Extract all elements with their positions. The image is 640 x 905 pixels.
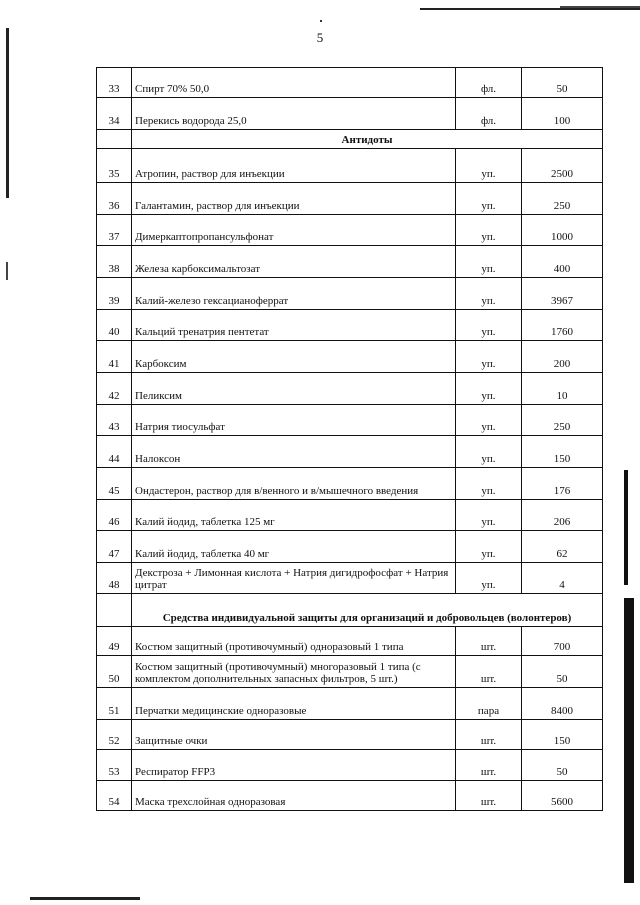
table-row [97,500,603,531]
item-name: Калий йодид, таблетка 40 мг [132,531,456,563]
item-name: Железа карбоксимальтозат [132,246,456,278]
quantity: 250 [522,405,603,436]
unit-of-measure: уп. [456,531,522,563]
quantity: 176 [522,468,603,500]
quantity: 8400 [522,688,603,720]
row-number: 51 [97,688,132,720]
row-number: 39 [97,278,132,310]
table-row [97,98,603,130]
row-number: 47 [97,531,132,563]
row-number: 49 [97,627,132,656]
row-number: 36 [97,183,132,215]
table-row [97,750,603,781]
unit-of-measure: шт. [456,750,522,781]
scan-artifact [624,598,634,883]
quantity: 10 [522,373,603,405]
item-name: Перекись водорода 25,0 [132,98,456,130]
quantity: 150 [522,436,603,468]
quantity: 62 [522,531,603,563]
table-row [97,149,603,183]
item-name: Спирт 70% 50,0 [132,68,456,98]
unit-of-measure: фл. [456,68,522,98]
item-name: Костюм защитный (противочумный) одноразовый 1 типа [132,627,456,656]
quantity: 2500 [522,149,603,183]
table-row [97,246,603,278]
section-row [97,130,603,149]
scan-artifact [624,470,628,585]
quantity: 50 [522,68,603,98]
scan-artifact [6,28,9,198]
section-title: Антидоты [132,130,603,149]
row-number: 43 [97,405,132,436]
item-name: Калий-железо гексацианоферрат [132,278,456,310]
quantity: 206 [522,500,603,531]
item-name: Декстроза + Лимонная кислота + Натрия дигидрофосфат + Натрия цитрат [132,563,456,594]
row-number: 54 [97,781,132,811]
table-row [97,627,603,656]
table-row [97,310,603,341]
item-name: Пеликсим [132,373,456,405]
quantity: 50 [522,750,603,781]
table-row [97,531,603,563]
page-number: 5 [316,30,324,45]
quantity: 150 [522,720,603,750]
unit-of-measure: уп. [456,310,522,341]
table-row [97,436,603,468]
unit-of-measure: шт. [456,627,522,656]
unit-of-measure: уп. [456,563,522,594]
unit-of-measure: уп. [456,278,522,310]
unit-of-measure: уп. [456,436,522,468]
section-title: Средства индивидуальной защиты для организаций и добровольцев (волонтеров) [132,594,603,627]
item-name: Маска трехслойная одноразовая [132,781,456,811]
table-row [97,215,603,246]
supplies-table-body [97,68,603,811]
row-number: 33 [97,68,132,98]
item-name: Кальций тренатрия пентетат [132,310,456,341]
quantity: 200 [522,341,603,373]
unit-of-measure: уп. [456,215,522,246]
item-name: Галантамин, раствор для инъекции [132,183,456,215]
unit-of-measure: уп. [456,373,522,405]
quantity: 1760 [522,310,603,341]
row-number: 46 [97,500,132,531]
item-name: Респиратор FFP3 [132,750,456,781]
item-name: Защитные очки [132,720,456,750]
quantity: 250 [522,183,603,215]
unit-of-measure: шт. [456,781,522,811]
row-number: 34 [97,98,132,130]
row-number: 35 [97,149,132,183]
row-number: 37 [97,215,132,246]
item-name: Костюм защитный (противочумный) многоразовый 1 типа (с комплектом дополнительных запасных фильтров, 5 шт.) [132,656,456,688]
unit-of-measure: пара [456,688,522,720]
unit-of-measure: шт. [456,656,522,688]
table-row [97,688,603,720]
row-number: 45 [97,468,132,500]
table-row [97,278,603,310]
item-name: Налоксон [132,436,456,468]
supplies-table [96,67,603,811]
table-row [97,781,603,811]
quantity: 700 [522,627,603,656]
table-row [97,68,603,98]
row-number: 38 [97,246,132,278]
quantity: 3967 [522,278,603,310]
row-number: 50 [97,656,132,688]
row-number: 40 [97,310,132,341]
section-row [97,594,603,627]
table-row [97,405,603,436]
quantity: 5600 [522,781,603,811]
unit-of-measure: уп. [456,246,522,278]
row-number: 48 [97,563,132,594]
quantity: 100 [522,98,603,130]
item-name: Калий йодид, таблетка 125 мг [132,500,456,531]
unit-of-measure: уп. [456,468,522,500]
table-row [97,656,603,688]
scan-artifact [6,262,8,280]
item-name: Натрия тиосульфат [132,405,456,436]
row-number-cell [97,130,132,149]
table-row [97,563,603,594]
scan-artifact [420,8,640,10]
item-name: Карбоксим [132,341,456,373]
item-name: Атропин, раствор для инъекции [132,149,456,183]
table-row [97,183,603,215]
quantity: 4 [522,563,603,594]
row-number: 41 [97,341,132,373]
table-row [97,341,603,373]
item-name: Димеркаптопропансульфонат [132,215,456,246]
unit-of-measure: уп. [456,183,522,215]
row-number-cell [97,594,132,627]
quantity: 1000 [522,215,603,246]
unit-of-measure: фл. [456,98,522,130]
quantity: 50 [522,656,603,688]
unit-of-measure: уп. [456,341,522,373]
table-row [97,468,603,500]
unit-of-measure: шт. [456,720,522,750]
scan-artifact [320,20,322,22]
unit-of-measure: уп. [456,405,522,436]
unit-of-measure: уп. [456,500,522,531]
item-name: Перчатки медицинские одноразовые [132,688,456,720]
row-number: 44 [97,436,132,468]
table-row [97,373,603,405]
quantity: 400 [522,246,603,278]
table-row [97,720,603,750]
item-name: Ондастерон, раствор для в/венного и в/мышечного введения [132,468,456,500]
unit-of-measure: уп. [456,149,522,183]
row-number: 52 [97,720,132,750]
row-number: 53 [97,750,132,781]
row-number: 42 [97,373,132,405]
scan-artifact [30,897,140,900]
